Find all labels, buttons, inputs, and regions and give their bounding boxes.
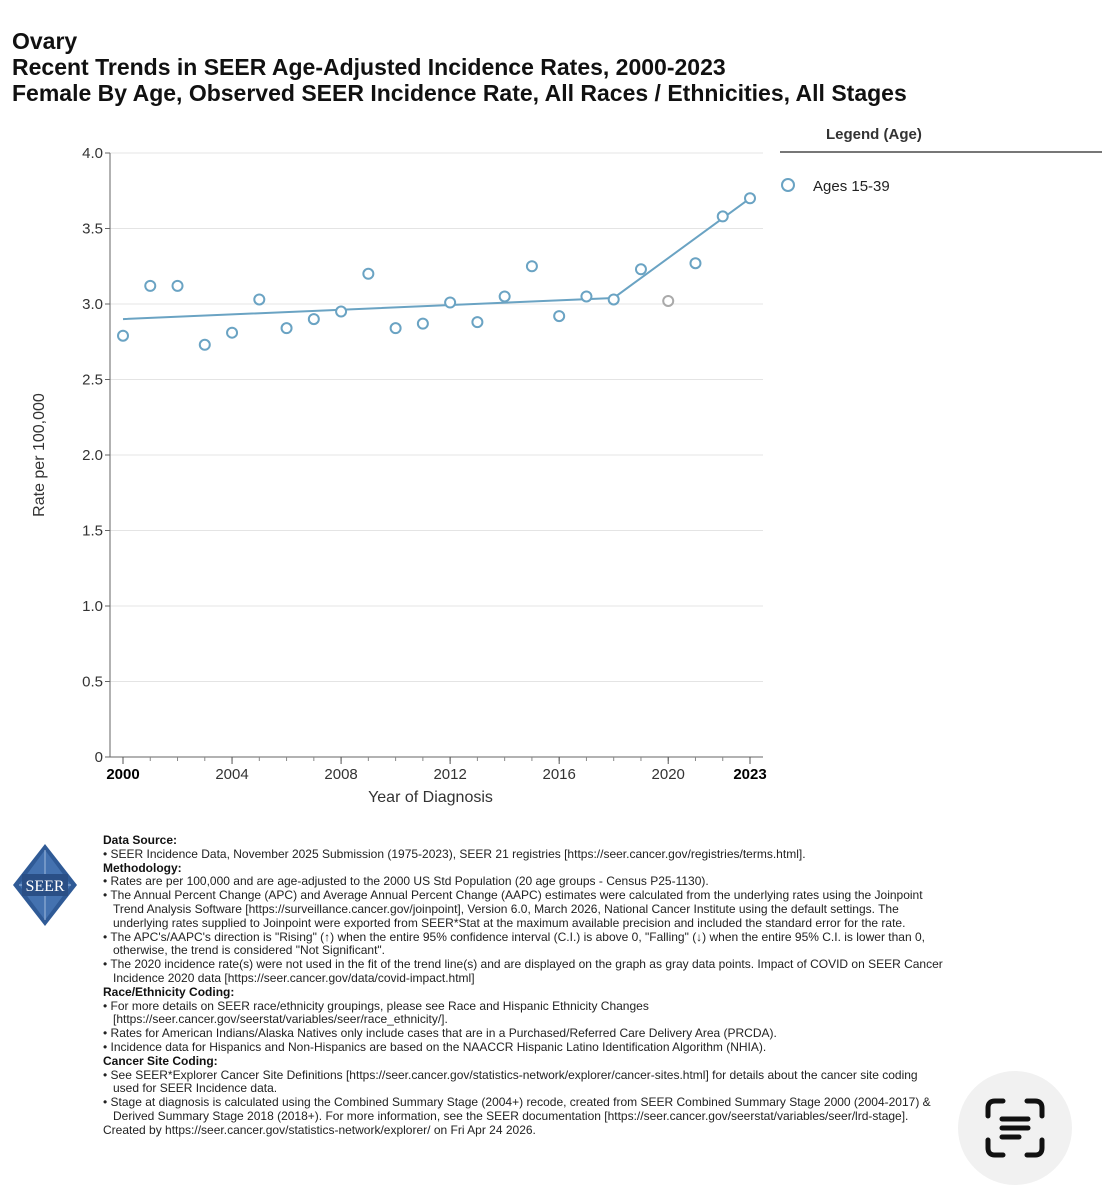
data-point (363, 269, 373, 279)
y-tick-label: 1.5 (82, 522, 103, 540)
data-point (200, 340, 210, 350)
data-point (173, 281, 183, 291)
race-coding-heading: Race/Ethnicity Coding: (103, 984, 235, 999)
x-tick-label: 2004 (215, 766, 249, 783)
y-tick-label: 0.5 (82, 673, 103, 691)
y-tick-label: 3.5 (82, 220, 103, 238)
note-item: • The APC's/AAPC's direction is "Rising" (↑) when the entire 95% confidence interval (C.I.) is above 0, "Falling" (↓) when the entire 95% C.I. is lower than 0, otherwise, the trend is considered "Not Significant". (103, 929, 925, 958)
seer-logo (13, 844, 77, 931)
x-tick-label: 2012 (433, 766, 467, 783)
x-tick-label: 2000 (106, 766, 140, 783)
data-point (254, 294, 264, 304)
data-point (445, 297, 455, 307)
note-item: • The Annual Percent Change (APC) and Average Annual Percent Change (AAPC) estimates were calculated from the underlying rates using the Joinpoint Trend Analysis Software [https://surveillance.cancer.gov/joinpoint], Version 6.0, March 2026, National Cancer Institute using the default settings. The underlying rates supplied to Joinpoint were exported from SEER*Stat at the maximum available precision and included the standard error for the rate. (103, 888, 923, 930)
note-item: • Stage at diagnosis is calculated using the Combined Summary Stage (2004+) recode, created from SEER Combined Summary Stage 2000 (2004-2017) & Derived Summary Stage 2018 (2018+). For more information, see the SEER documentation [https://seer.cancer.gov/seerstat/variables/seer/lrd-stage]. (103, 1095, 931, 1123)
chart-subtitle: Female By Age, Observed SEER Incidence Rate, All Races / Ethnicities, All Stages (12, 80, 907, 106)
y-tick-label: 0 (94, 749, 103, 766)
scan-text-button[interactable] (958, 1071, 1072, 1185)
x-tick-label: 2008 (324, 766, 358, 783)
x-tick-label: 2020 (651, 766, 685, 783)
legend-item-label: Ages 15-39 (813, 178, 890, 195)
note-item: • SEER Incidence Data, November 2025 Submission (1975-2023), SEER 21 registries [https://seer.cancer.gov/registries/terms.html]. (103, 846, 806, 861)
x-tick-label: 2023 (733, 766, 767, 783)
data-point (554, 311, 564, 321)
excluded-data-point (663, 296, 673, 306)
created-by-note: Created by https://seer.cancer.gov/statistics-network/explorer/ on Fri Apr 24 2026. (103, 1122, 536, 1137)
scan-text-icon (985, 1098, 1045, 1158)
y-tick-label: 1.0 (82, 598, 103, 615)
note-item: • See SEER*Explorer Cancer Site Definitions [https://seer.cancer.gov/statistics-network/explorer/cancer-sites.html] for details about the cancer site coding used for SEER Incidence data. (103, 1067, 918, 1096)
data-point (391, 323, 401, 333)
site-coding-heading: Cancer Site Coding: (103, 1053, 218, 1068)
data-point (309, 314, 319, 324)
methodology-heading: Methodology: (103, 860, 182, 875)
legend-circle-marker (781, 178, 795, 192)
trend-line (123, 198, 750, 319)
data-point (581, 291, 591, 301)
data-point (418, 319, 428, 329)
data-point (472, 317, 482, 327)
y-tick-label: 4.0 (82, 145, 103, 162)
note-item: • Incidence data for Hispanics and Non-Hispanics are based on the NAACCR Hispanic Latino Identification Algorithm (NHIA). (103, 1039, 767, 1054)
data-point (718, 211, 728, 221)
data-point (118, 331, 128, 341)
x-axis-label: Year of Diagnosis (368, 789, 493, 806)
data-point (527, 261, 537, 271)
data-point (745, 193, 755, 203)
data-point (609, 294, 619, 304)
y-tick-label: 2.0 (82, 447, 103, 464)
chart-title: Recent Trends in SEER Age-Adjusted Incidence Rates, 2000-2023 (12, 54, 726, 80)
x-tick-label: 2016 (542, 766, 576, 783)
note-item: • For more details on SEER race/ethnicity groupings, please see Race and Hispanic Ethnicity Changes [https://seer.cancer.gov/seerstat/variables/seer/race_ethnicity/]. (103, 998, 649, 1027)
data-point (636, 264, 646, 274)
data-point (227, 328, 237, 338)
legend-title: Legend (Age) (826, 126, 922, 143)
data-point (690, 258, 700, 268)
svg-text:SEER: SEER (25, 878, 65, 895)
note-item: • Rates for American Indians/Alaska Natives only include cases that are in a Purchased/Referred Care Delivery Area (PRCDA). (103, 1026, 777, 1041)
data-point (145, 281, 155, 291)
chart-notes (103, 834, 943, 1138)
data-point (500, 291, 510, 301)
y-tick-label: 2.5 (82, 371, 103, 389)
data-point (282, 323, 292, 333)
legend-divider (780, 151, 1102, 153)
note-item: • Rates are per 100,000 and are age-adjusted to the 2000 US Std Population (20 age groups - Census P25-1130). (103, 874, 709, 889)
y-tick-label: 3.0 (82, 296, 103, 313)
note-item: • The 2020 incidence rate(s) were not used in the fit of the trend line(s) and are displayed on the graph as gray data points. Impact of COVID on SEER Cancer Incidence 2020 data [https://seer.cancer.gov/data/covid-impact.html] (103, 957, 943, 985)
data-source-heading: Data Source: (103, 833, 178, 847)
y-axis-label: Rate per 100,000 (31, 393, 48, 517)
data-point (336, 307, 346, 317)
page-title: Ovary (12, 28, 78, 54)
